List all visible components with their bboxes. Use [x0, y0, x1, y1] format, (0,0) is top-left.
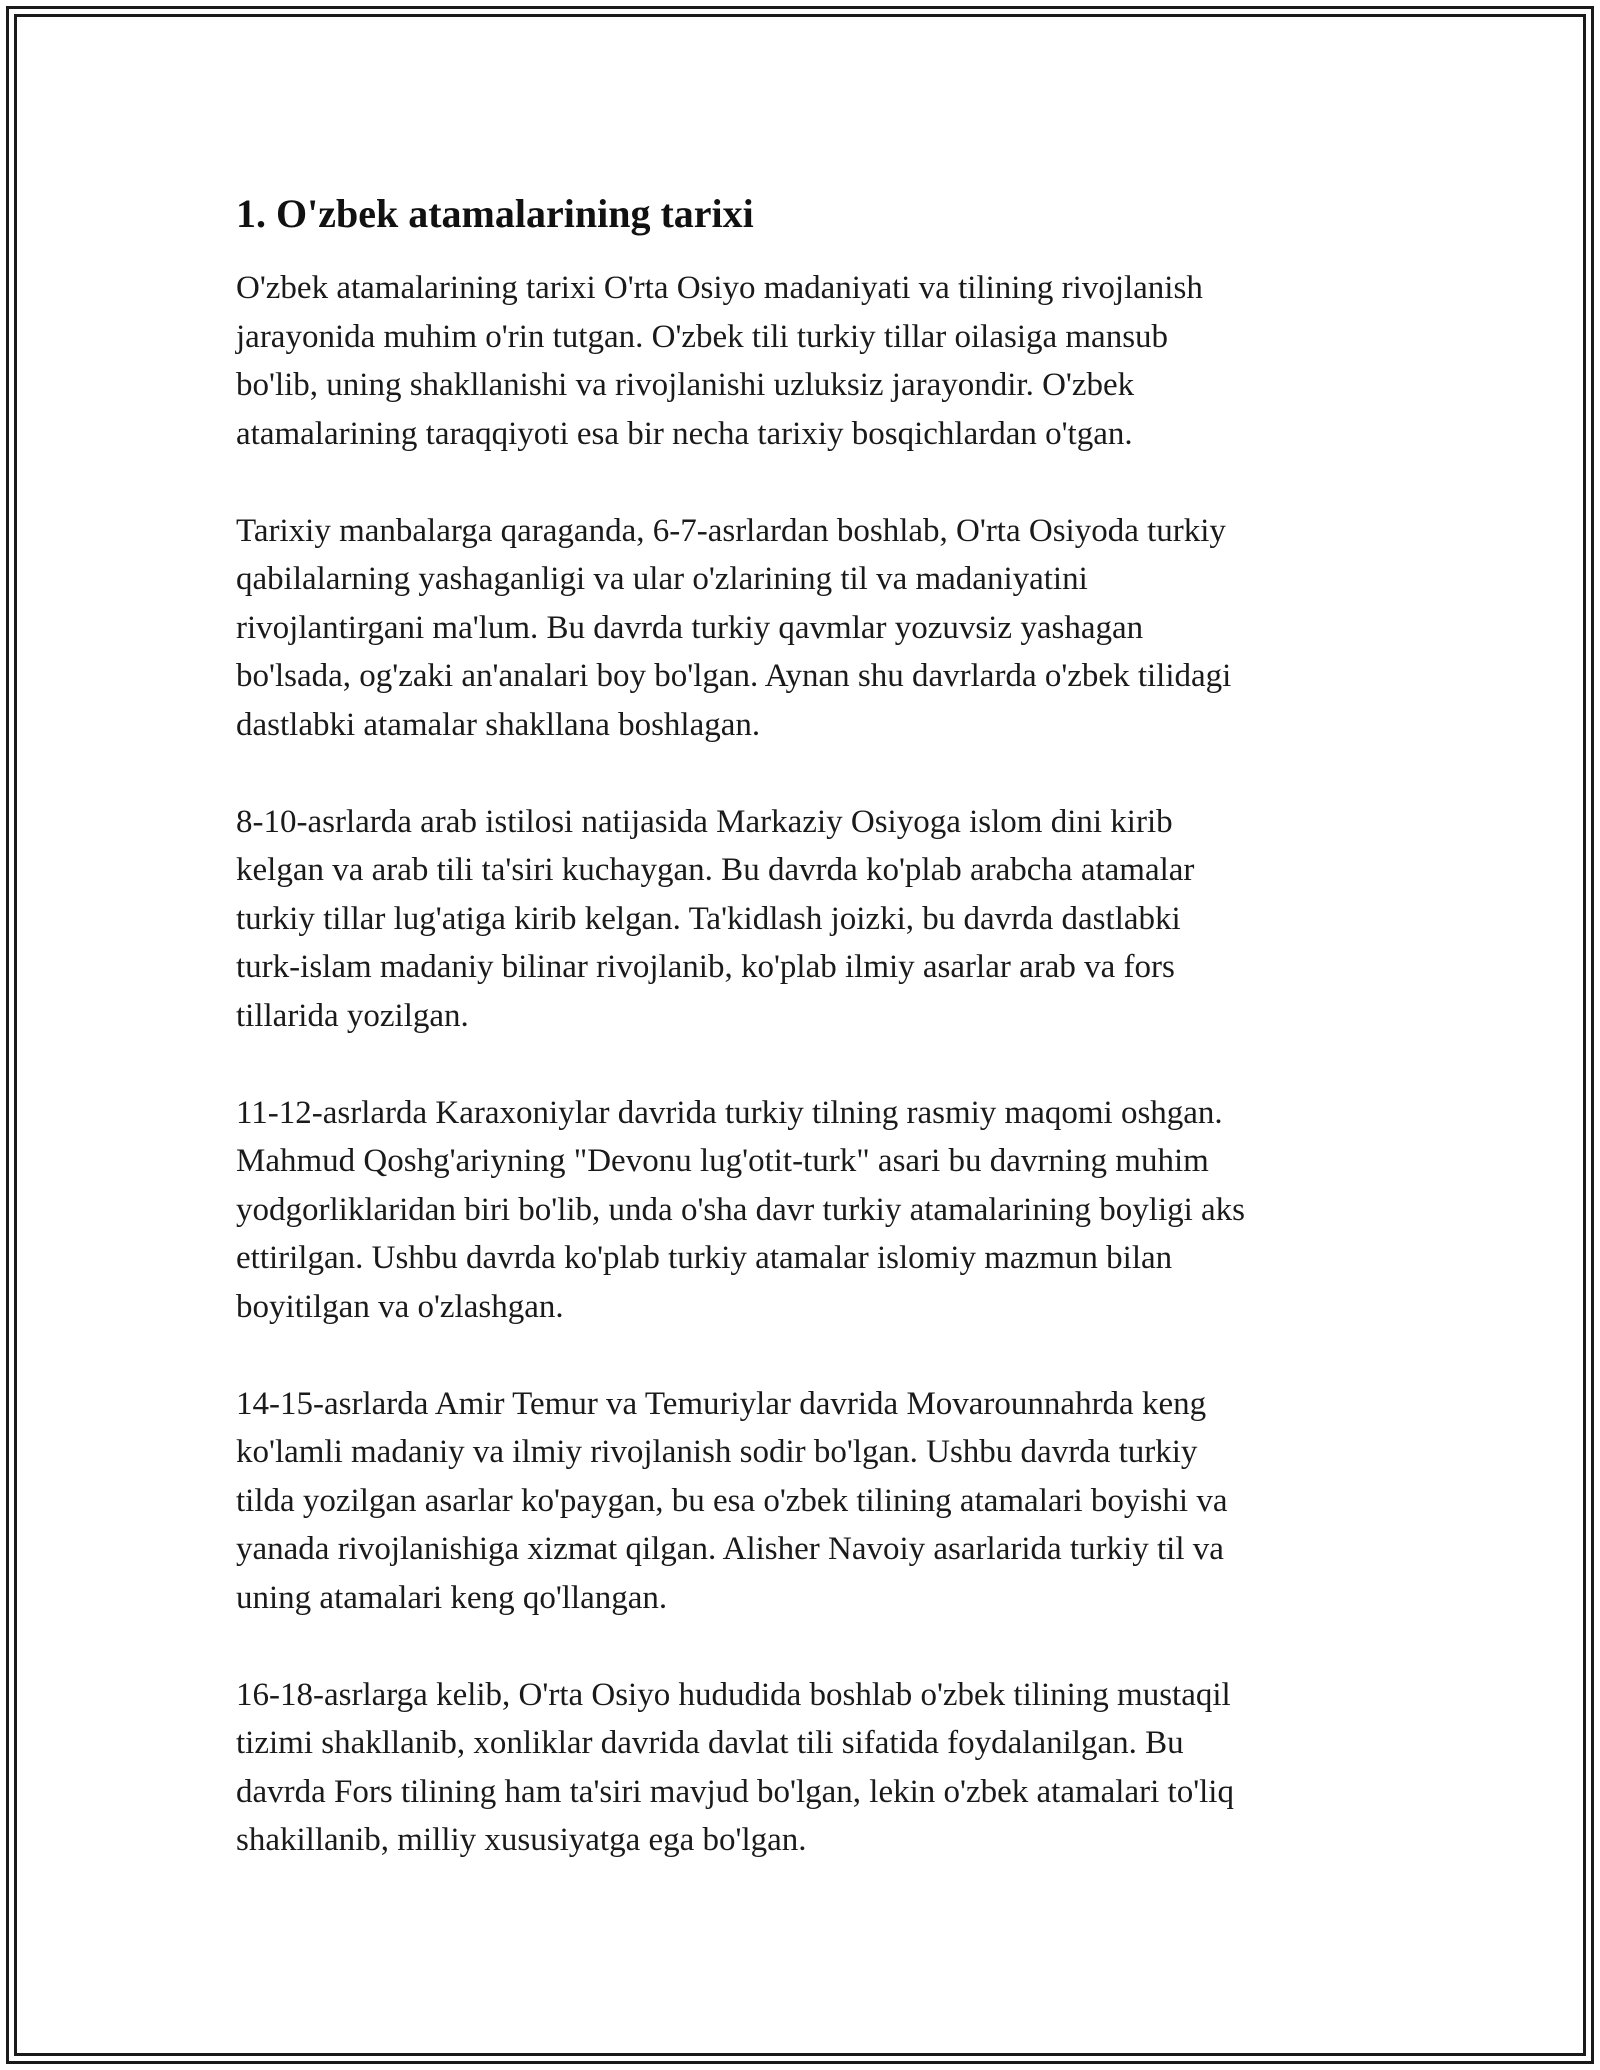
paragraph-line: bo'lib, uning shakllanishi va rivojlanishi uzluksiz jarayondir. O'zbek — [236, 367, 1135, 403]
paragraph-line: tizimi shakllanib, xonliklar davrida davlat tili sifatida foydalanilgan. Bu — [236, 1725, 1184, 1761]
paragraph — [236, 1671, 1396, 1865]
paragraph-line: 14-15-asrlarda Amir Temur va Temuriylar davrida Movarounnahrda keng — [236, 1385, 1207, 1422]
paragraph — [236, 798, 1396, 1041]
section-heading: 1. O'zbek atamalarining tarixi — [236, 191, 754, 236]
paragraph-line: yodgorliklaridan biri bo'lib, unda o'sha davr turkiy atamalarining boyligi aks — [236, 1191, 1246, 1228]
paragraph-line: Mahmud Qoshg'ariyning "Devonu lug'otit-turk" asari bu davrning muhim — [236, 1143, 1209, 1179]
paragraph-line: davrda Fors tilining ham ta'siri mavjud bo'lgan, lekin o'zbek atamalari to'liq — [236, 1773, 1234, 1810]
paragraph-line: 16-18-asrlarga kelib, O'rta Osiyo hududida boshlab o'zbek tilining mustaqil — [236, 1676, 1231, 1713]
paragraph — [236, 1089, 1396, 1332]
paragraph-line: ko'lamli madaniy va ilmiy rivojlanish sodir bo'lgan. Ushbu davrda turkiy — [236, 1434, 1198, 1470]
paragraph-line: ettirilgan. Ushbu davrda ko'plab turkiy atamalar islomiy mazmun bilan — [236, 1240, 1173, 1276]
paragraph-line: boyitilgan va o'zlashgan. — [236, 1288, 564, 1325]
paragraph-line: shakillanib, milliy xususiyatga ega bo'lgan. — [236, 1822, 807, 1858]
paragraph-line: O'zbek atamalarining tarixi O'rta Osiyo madaniyati va tilining rivojlanish — [236, 270, 1203, 306]
paragraph-line: atamalarining taraqqiyoti esa bir necha tarixiy bosqichlardan o'tgan. — [236, 415, 1133, 452]
paragraph-line: bo'lsada, og'zaki an'analari boy bo'lgan. Aynan shu davrlarda o'zbek tilidagi — [236, 658, 1232, 694]
paragraph-line: jarayonida muhim o'rin tutgan. O'zbek tili turkiy tillar oilasiga mansub — [236, 318, 1169, 355]
paragraph-line: turk-islam madaniy bilinar rivojlanib, ko'plab ilmiy asarlar arab va fors — [236, 949, 1175, 985]
paragraph-line: kelgan va arab tili ta'siri kuchaygan. Bu davrda ko'plab arabcha atamalar — [236, 852, 1195, 888]
paragraph-line: 11-12-asrlarda Karaxoniylar davrida turkiy tilning rasmiy maqomi oshgan. — [236, 1094, 1223, 1131]
paragraph — [236, 507, 1396, 750]
paragraph-line: Tarixiy manbalarga qaraganda, 6-7-asrlardan boshlab, O'rta Osiyoda turkiy — [236, 512, 1226, 549]
paragraph-line: tillarida yozilgan. — [236, 997, 469, 1034]
paragraph-line: turkiy tillar lug'atiga kirib kelgan. Ta'kidlash joizki, bu davrda dastlabki — [236, 900, 1181, 937]
paragraph-line: 8-10-asrlarda arab istilosi natijasida Markaziy Osiyoga islom dini kirib — [236, 803, 1173, 840]
paragraph — [236, 264, 1396, 458]
paragraph-line: rivojlantirgani ma'lum. Bu davrda turkiy qavmlar yozuvsiz yashagan — [236, 609, 1144, 646]
paragraph-list — [236, 264, 1396, 1865]
document-body — [236, 190, 1396, 1865]
paragraph — [236, 1380, 1396, 1623]
paragraph-line: qabilalarning yashaganligi va ular o'zlarining til va madaniyatini — [236, 561, 1088, 597]
paragraph-line: yanada rivojlanishiga xizmat qilgan. Alisher Navoiy asarlarida turkiy til va — [236, 1531, 1224, 1567]
paragraph-line: dastlabki atamalar shakllana boshlagan. — [236, 706, 761, 743]
paragraph-line: tilda yozilgan asarlar ko'paygan, bu esa o'zbek tilining atamalari boyishi va — [236, 1482, 1228, 1519]
paragraph-line: uning atamalari keng qo'llangan. — [236, 1579, 668, 1616]
